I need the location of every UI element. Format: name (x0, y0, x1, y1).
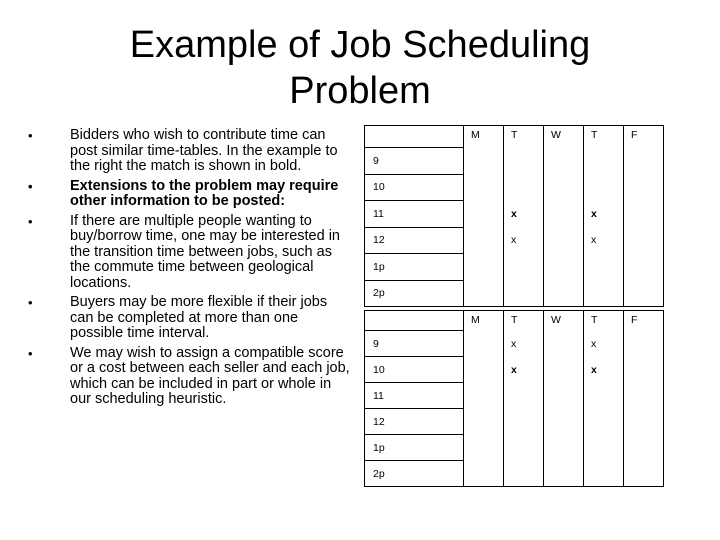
schedule-cell (624, 280, 664, 307)
time-label: 2p (365, 461, 464, 487)
schedule-cell (544, 174, 584, 201)
time-row (365, 174, 664, 201)
schedule-cell (464, 331, 504, 357)
corner-cell (365, 311, 464, 331)
slide-title-line1: Example of Job Scheduling (129, 24, 591, 66)
schedule-cell (584, 174, 624, 201)
corner-cell (365, 126, 464, 148)
schedule-mark: x (504, 331, 544, 357)
time-row (365, 461, 664, 487)
time-label: 9 (365, 331, 464, 357)
schedule-cell (464, 254, 504, 281)
time-row (365, 254, 664, 281)
schedule-cell (544, 227, 584, 254)
schedule-cell (624, 201, 664, 228)
time-label: 9 (365, 148, 464, 175)
time-label: 11 (365, 383, 464, 409)
header-row (365, 311, 664, 331)
schedule-mark: x (584, 227, 624, 254)
schedule-cell (504, 435, 544, 461)
schedule-cell (584, 148, 624, 175)
schedule-cell (624, 148, 664, 175)
table-body (365, 126, 664, 307)
schedule-cell (464, 280, 504, 307)
schedule-cell (584, 461, 624, 487)
schedule-cell (464, 435, 504, 461)
time-row (365, 280, 664, 307)
time-row (365, 435, 664, 461)
schedule-cell (544, 148, 584, 175)
schedule-cell (464, 409, 504, 435)
schedule-cell (504, 148, 544, 175)
time-label: 2p (365, 280, 464, 307)
bullet-item (28, 295, 353, 342)
schedule-cell (544, 357, 584, 383)
schedule-mark: x (504, 357, 544, 383)
schedule-cell (584, 254, 624, 281)
schedule-cell (464, 357, 504, 383)
time-label: 1p (365, 435, 464, 461)
schedule-cell (504, 280, 544, 307)
bullet-item (28, 346, 353, 408)
schedule-cell (584, 280, 624, 307)
schedule-cell (544, 280, 584, 307)
schedule-cell (464, 227, 504, 254)
day-header: F (624, 311, 664, 331)
schedule-cell (624, 383, 664, 409)
schedule-mark: x (504, 201, 544, 228)
bullet-text: Bidders who wish to contribute time can post similar time-tables. In the example to the right the match is shown in bold. (70, 127, 338, 174)
schedule-cell (544, 461, 584, 487)
day-header: W (544, 126, 584, 148)
schedule-cell (544, 201, 584, 228)
schedule-cell (504, 461, 544, 487)
schedule-mark: x (584, 331, 624, 357)
time-row (365, 409, 664, 435)
bullet-item (28, 214, 353, 292)
time-row (365, 148, 664, 175)
time-label: 10 (365, 357, 464, 383)
schedule-mark: x (584, 357, 624, 383)
schedule-cell (584, 435, 624, 461)
time-label: 12 (365, 409, 464, 435)
day-header: F (624, 126, 664, 148)
schedule-cell (544, 409, 584, 435)
time-row (365, 227, 664, 254)
bullet-item (28, 179, 353, 210)
schedule-table-job (364, 310, 664, 487)
table-body (365, 311, 664, 487)
schedule-cell (464, 174, 504, 201)
schedule-cell (464, 148, 504, 175)
slide-title (0, 22, 720, 114)
bullet-text: Buyers may be more flexible if their jobs can be completed at more than one possible time interval. (70, 294, 328, 341)
day-header: T (584, 126, 624, 148)
bullet-text: If there are multiple people wanting to buy/borrow time, one may be interested in the transition time between jobs, such as the commute time between geological locations. (70, 212, 340, 291)
slide-title-line2: Problem (289, 70, 431, 112)
time-row (365, 331, 664, 357)
schedule-cell (464, 461, 504, 487)
schedule-mark: x (584, 201, 624, 228)
schedule-table-seller (364, 125, 664, 307)
day-header: T (504, 311, 544, 331)
bullet-text: Extensions to the problem may require other information to be posted: (70, 177, 339, 209)
schedule-cell (624, 331, 664, 357)
schedule-cell (504, 254, 544, 281)
schedule-cell (464, 201, 504, 228)
schedule-cell (544, 331, 584, 357)
schedule-mark: x (504, 227, 544, 254)
schedule-cell (624, 254, 664, 281)
schedule-cell (624, 174, 664, 201)
time-label: 10 (365, 174, 464, 201)
schedule-cell (544, 435, 584, 461)
header-row (365, 126, 664, 148)
day-header: T (504, 126, 544, 148)
bullet-list (28, 128, 353, 408)
schedule-cell (624, 435, 664, 461)
bullet-text: We may wish to assign a compatible score or a cost between each seller and each job, which can be included in part or whole in our scheduling heuristic. (70, 344, 350, 407)
schedule-cell (504, 383, 544, 409)
time-row (365, 201, 664, 228)
schedule-cell (624, 409, 664, 435)
time-row (365, 383, 664, 409)
schedule-cell (504, 174, 544, 201)
schedule-cell (504, 409, 544, 435)
schedule-cell (544, 383, 584, 409)
day-header: M (464, 311, 504, 331)
day-header: W (544, 311, 584, 331)
schedule-cell (584, 383, 624, 409)
schedule-cell (464, 383, 504, 409)
schedule-cell (584, 409, 624, 435)
bullet-item (28, 128, 353, 175)
schedule-cell (624, 461, 664, 487)
time-label: 11 (365, 201, 464, 228)
time-label: 1p (365, 254, 464, 281)
time-row (365, 357, 664, 383)
schedule-cell (544, 254, 584, 281)
day-header: M (464, 126, 504, 148)
schedule-cell (624, 357, 664, 383)
time-label: 12 (365, 227, 464, 254)
day-header: T (584, 311, 624, 331)
schedule-cell (624, 227, 664, 254)
